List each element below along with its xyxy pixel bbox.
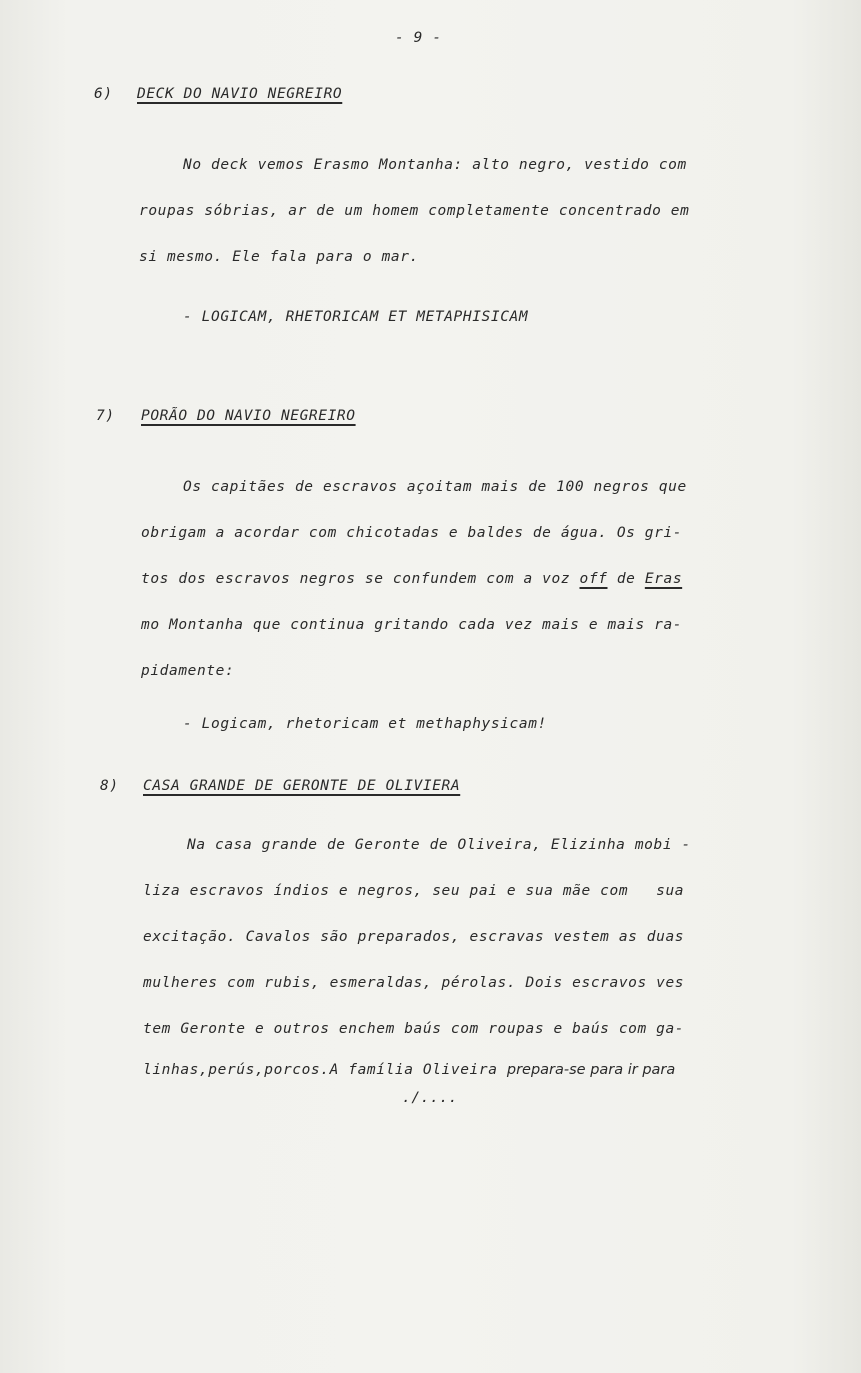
section-8-line-6 <box>143 1062 675 1078</box>
section-8-line-1: Na casa grande de Geronte de Oliveira, Elizinha mobi - <box>187 837 691 853</box>
section-6-line-2: roupas sóbrias, ar de um homem completamente concentrado em <box>139 203 690 219</box>
section-7-heading: PORÃO DO NAVIO NEGREIRO <box>141 408 356 424</box>
section-6-heading: DECK DO NAVIO NEGREIRO <box>137 86 343 102</box>
section-7-quote: - Logicam, rhetoricam et methaphysicam! <box>183 716 547 732</box>
section-8-line-2: liza escravos índios e negros, seu pai e sua mãe com sua <box>143 883 685 899</box>
section-8-heading: CASA GRANDE DE GERONTE DE OLIVIERA <box>143 778 461 794</box>
section-8-number: 8) <box>100 778 119 794</box>
section-6-number: 6) <box>94 86 113 102</box>
section-8-line-6-retyped: prepara-se para ir para <box>506 1062 676 1078</box>
hyphenated-eras: Eras <box>644 571 683 587</box>
section-6-quote: - LOGICAM, RHETORICAM ET METAPHISICAM <box>183 309 529 325</box>
off-word: off <box>579 571 608 587</box>
section-7-line-3-de: de <box>607 571 645 587</box>
section-7-line-3-text: tos dos escravos negros se confundem com a voz <box>141 571 580 587</box>
section-7-line-4: mo Montanha que continua gritando cada vez mais e mais ra- <box>141 617 683 633</box>
section-7-line-1: Os capitães de escravos açoitam mais de 100 negros que <box>183 479 687 495</box>
section-7-line-5: pidamente: <box>141 663 235 679</box>
section-6-line-1: No deck vemos Erasmo Montanha: alto negro, vestido com <box>183 157 687 173</box>
section-7-number: 7) <box>96 408 115 424</box>
section-8-line-3: excitação. Cavalos são preparados, escravas vestem as duas <box>143 929 685 945</box>
section-8-line-5: tem Geronte e outros enchem baús com roupas e baús com ga- <box>143 1021 685 1037</box>
section-7-line-2: obrigam a acordar com chicotadas e baldes de água. Os gri- <box>141 525 683 541</box>
section-7-line-3 <box>141 571 682 587</box>
section-8-line-6-text: linhas,perús,porcos.A família Oliveira <box>143 1062 507 1078</box>
section-8-line-4: mulheres com rubis, esmeraldas, pérolas. Dois escravos ves <box>143 975 685 991</box>
section-6-line-3: si mesmo. Ele fala para o mar. <box>139 249 419 265</box>
continuation-mark: ./.... <box>402 1090 458 1106</box>
page-number: - 9 - <box>395 30 442 46</box>
